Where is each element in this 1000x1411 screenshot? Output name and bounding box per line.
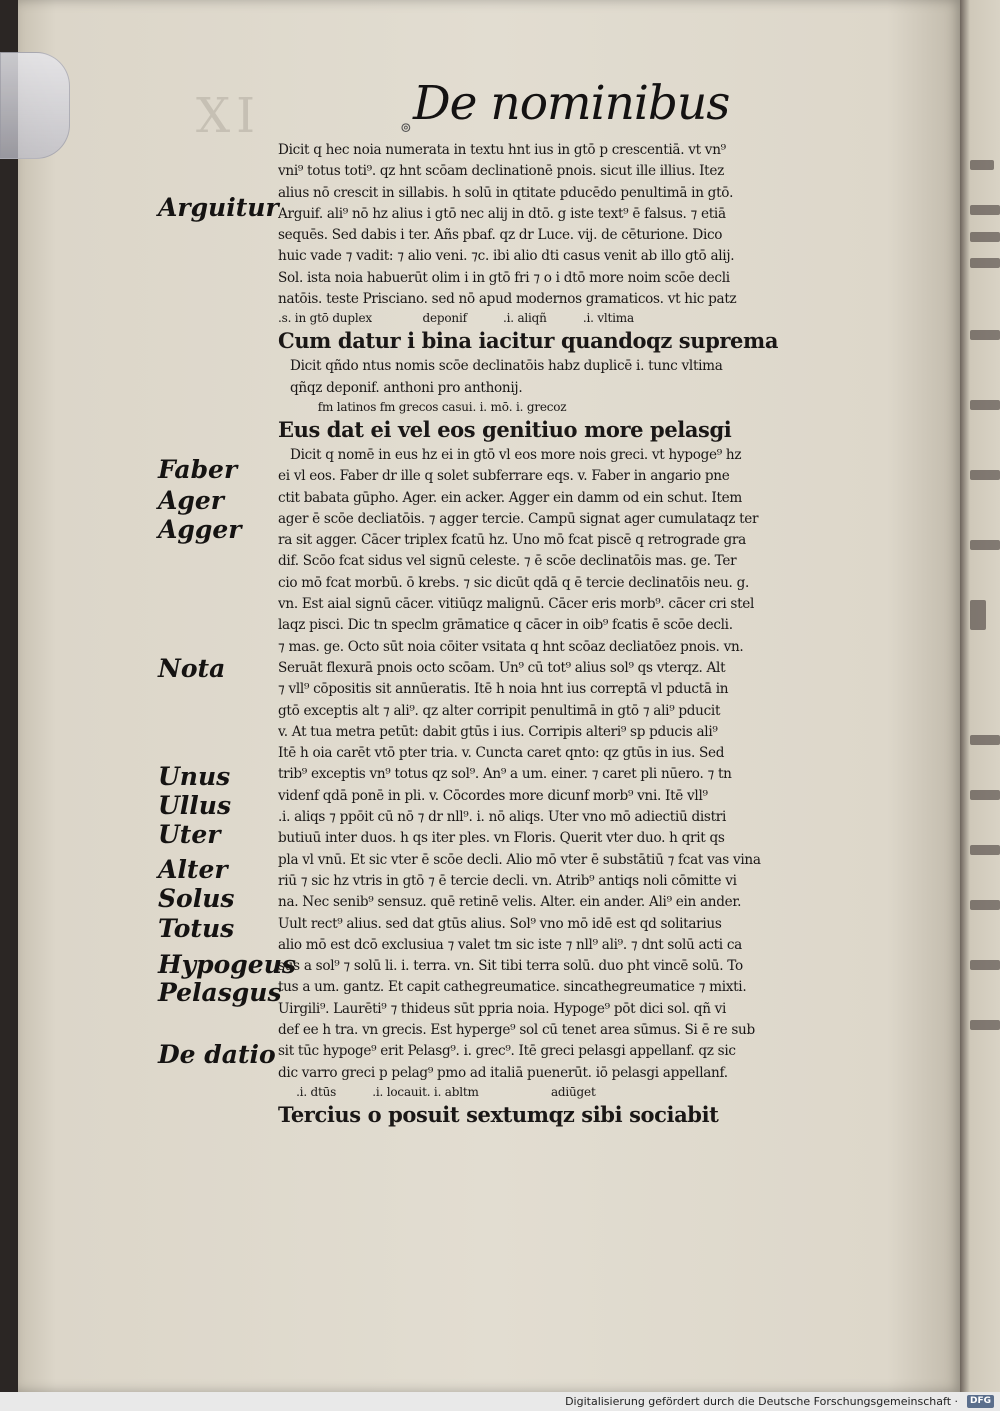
text-line: pla vl vnū. Et sic vter ē scōe decli. Alio mō vter ē substātiū ⁊ fcat vas vina: [278, 851, 761, 868]
text-line: Uirgili⁹. Laurēti⁹ ⁊ thideus sūt ppria noia. Hypoge⁹ pōt dici sol. qñ vi: [278, 1000, 727, 1017]
margin-note-agger: Agger: [158, 515, 242, 544]
text-line: Arguif. ali⁹ nō hz alius i gtō nec alij in dtō. g iste text⁹ ē falsus. ⁊ etiā: [278, 205, 726, 222]
verse-line: Cum datur i bina iacitur quandoqz suprema: [278, 328, 779, 354]
text-line: vni⁹ totus toti⁹. qz hnt scōam declinationē pnois. sicut ille illius. Itez: [278, 163, 724, 180]
adjacent-text-fragment: [970, 1020, 1000, 1030]
text-line: ⁊ vll⁹ cōpositis sit annūeratis. Itē h noia hnt ius correptā vl pductā in: [278, 681, 729, 698]
margin-note-totus: Totus: [158, 914, 235, 943]
adjacent-text-fragment: [970, 470, 1000, 480]
text-line: qñqz deponif. anthoni pro anthonij.: [290, 379, 523, 396]
adjacent-text-fragment: [970, 540, 1000, 550]
text-line: natōis. teste Prisciano. sed nō apud modernos gramaticos. vt hic patz: [278, 291, 737, 308]
ornament-icon: ⊚: [400, 120, 412, 136]
text-line: alius nō crescit in sillabis. h solū in qtitate pducēdo penultimā in gtō.: [278, 184, 734, 201]
adjacent-text-fragment: [970, 330, 1000, 340]
verse-line: Eus dat ei vel eos genitiuo more pelasgi: [278, 416, 732, 442]
margin-note-pelasgus: Pelasgus: [158, 978, 282, 1007]
book-page: [18, 0, 963, 1392]
gloss-line: .i. dtūs .i. locauit. i. abltm adiūget: [278, 1084, 596, 1099]
adjacent-text-fragment: [970, 900, 1000, 910]
page-title: De nominibus: [413, 76, 730, 131]
text-line: sequēs. Sed dabis i ter. Añs pbaf. qz dr Luce. vij. de cēturione. Dico: [278, 227, 723, 244]
text-line: ctit babata gūpho. Ager. ein acker. Agger ein damm od ein schut. Item: [278, 489, 742, 506]
adjacent-text-fragment: [970, 960, 1000, 970]
text-line: riū ⁊ sic hz vtris in gtō ⁊ ē tercie decli. vn. Atrib⁹ antiqs noli cōmitte vi: [278, 872, 737, 889]
adjacent-text-fragment: [970, 258, 1000, 268]
text-line: tus a um. gantz. Et capit cathegreumatice. sincathegreumatice ⁊ mixti.: [278, 979, 747, 996]
adjacent-text-fragment: [970, 790, 1000, 800]
margin-note-ager: Ager: [158, 486, 224, 515]
text-line: dic varro greci p pelag⁹ pmo ad italiā puenerūt. iō pelasgi appellanf.: [278, 1064, 728, 1081]
text-line: sus a sol⁹ ⁊ solū li. i. terra. vn. Sit tibi terra solū. duo pht vincē solū. To: [278, 958, 743, 975]
text-line: videnf qdā ponē in pli. v. Cōcordes more dicunf morb⁹ vni. Itē vll⁹: [278, 787, 708, 804]
text-line: laqz pisci. Dic tn speclm grāmatice q cācer in oib⁹ fcatis ē scōe decli.: [278, 617, 733, 634]
folio-number: XI: [196, 88, 262, 144]
text-line: trib⁹ exceptis vn⁹ totus qz sol⁹. An⁹ a um. einer. ⁊ caret pli nūero. ⁊ tn: [278, 766, 732, 783]
gloss-line: fm latinos fm grecos casui. i. mō. i. grecoz: [278, 399, 567, 414]
text-line: Dicit q nomē in eus hz ei in gtō vl eos more nois greci. vt hypoge⁹ hz: [290, 446, 742, 463]
main-text: [278, 140, 846, 1130]
text-line: huic vade ⁊ vadit: ⁊ alio veni. ⁊c. ibi alio dti casus venit ab illo gtō alij.: [278, 248, 735, 265]
text-line: gtō exceptis alt ⁊ ali⁹. qz alter corripit penultimā in gtō ⁊ ali⁹ pducit: [278, 702, 721, 719]
adjacent-text-fragment: [970, 205, 1000, 215]
text-line: na. Nec senib⁹ sensuz. quē retinē velis. Alter. ein ander. Ali⁹ ein ander.: [278, 894, 742, 911]
verse-line: Tercius o posuit sextumqz sibi sociabit: [278, 1101, 719, 1127]
margin-note-unus: Unus: [158, 762, 231, 791]
margin-note-arguitur: Arguitur: [158, 193, 279, 222]
gloss-line: .s. in gtō duplex deponif .i. aliqñ .i. vltima: [278, 311, 634, 326]
adjacent-text-fragment: [970, 160, 994, 170]
text-line: Dicit qñdo ntus nomis scōe declinatōis habz duplicē i. tunc vltima: [290, 358, 723, 375]
text-line: Seruāt flexurā pnois octo scōam. Un⁹ cū tot⁹ alius sol⁹ qs vterqz. Alt: [278, 659, 726, 676]
adjacent-text-fragment: [970, 735, 1000, 745]
text-line: v. At tua metra petūt: dabit gtūs i ius. Corripis alteri⁹ sp pducis ali⁹: [278, 723, 718, 740]
text-line: ra sit agger. Cācer triplex fcatū hz. Uno mō fcat piscē q retrograde gra: [278, 532, 746, 549]
margin-note-nota: Nota: [158, 654, 226, 683]
adjacent-text-fragment: [970, 232, 1000, 242]
text-line: dif. Scōo fcat sidus vel signū celeste. ⁊ ē scōe declinatōis mas. ge. Ter: [278, 553, 737, 570]
margin-note-alter: Alter: [158, 855, 228, 884]
text-line: ⁊ mas. ge. Octo sūt noia cōiter vsitata q hnt scōaz decliatōez pnois. vn.: [278, 638, 744, 655]
adjacent-page: [960, 0, 1000, 1392]
margin-note-uter: Uter: [158, 820, 221, 849]
text-line: Dicit q hec noia numerata in textu hnt ius in gtō p crescentiā. vt vn⁹: [278, 142, 726, 158]
footer-bar: [0, 1392, 1000, 1411]
text-line: butiuū inter duos. h qs iter ples. vn Floris. Querit vter duo. h qrit qs: [278, 830, 725, 847]
funding-notice: Digitalisierung gefördert durch die Deutsche Forschungsgemeinschaft ·: [565, 1395, 958, 1408]
text-line: Uult rect⁹ alius. sed dat gtūs alius. Sol⁹ vno mō idē est qd solitarius: [278, 915, 722, 932]
margin-note-de-datio: De datio: [158, 1040, 276, 1069]
text-line: ei vl eos. Faber dr ille q solet subferrare eqs. v. Faber in angario pne: [278, 468, 730, 485]
text-line: cio mō fcat morbū. ō krebs. ⁊ sic dicūt qdā q ē tercie declinatōis neu. g.: [278, 574, 749, 591]
text-line: Itē h oia carēt vtō pter tria. v. Cuncta caret qnto: qz gtūs in ius. Sed: [278, 745, 725, 762]
page-clip: [0, 52, 70, 159]
margin-note-ullus: Ullus: [158, 791, 232, 820]
adjacent-text-fragment: [970, 600, 986, 630]
dfg-logo-icon: DFG: [967, 1395, 994, 1408]
margin-note-solus: Solus: [158, 884, 235, 913]
text-line: .i. aliqs ⁊ ppōit cū nō ⁊ dr nll⁹. i. nō aliqs. Uter vno mō adiectiū distri: [278, 809, 727, 826]
text-line: def ee h tra. vn grecis. Est hyperge⁹ sol cū tenet area sūmus. Si ē re sub: [278, 1021, 755, 1038]
text-line: Sol. ista noia habuerūt olim i in gtō fri ⁊ o i dtō more noim scōe decli: [278, 269, 730, 286]
margin-note-hypogeus: Hypogeus: [158, 950, 296, 979]
text-line: vn. Est aial signū cācer. vitiūqz malignū. Cācer eris morb⁹. cācer cri stel: [278, 596, 755, 613]
text-line: ager ē scōe decliatōis. ⁊ agger tercie. Campū signat ager cumulataqz ter: [278, 510, 759, 527]
text-line: alio mō est dcō exclusiua ⁊ valet tm sic iste ⁊ nll⁹ ali⁹. ⁊ dnt solū acti ca: [278, 936, 742, 953]
adjacent-text-fragment: [970, 845, 1000, 855]
text-line: sit tūc hypoge⁹ erit Pelasg⁹. i. grec⁹. Itē greci pelasgi appellanf. qz sic: [278, 1043, 736, 1060]
margin-note-faber: Faber: [158, 455, 238, 484]
adjacent-text-fragment: [970, 400, 1000, 410]
